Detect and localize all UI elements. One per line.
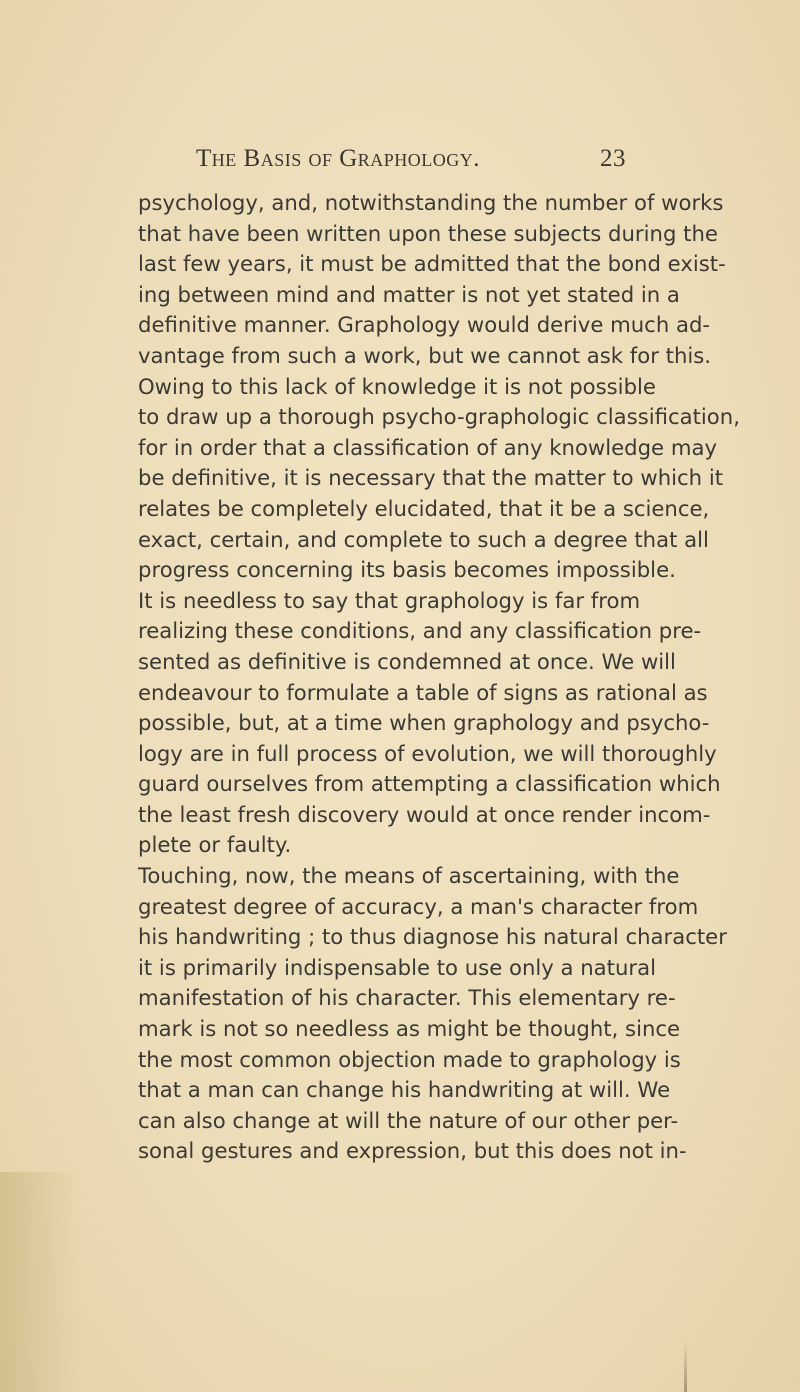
text-line: psychology, and, notwithstanding the number of works (138, 190, 724, 215)
text-line: Touching, now, the means of ascertaining, with the (138, 863, 680, 889)
text-line: his handwriting ; to thus diagnose his natural character (138, 924, 727, 950)
text-line: manifestation of his character. This elementary re- (138, 985, 676, 1011)
text-line: that a man can change his handwriting at will. We (138, 1077, 671, 1103)
text-line: the least fresh discovery would at once render incom- (138, 801, 711, 827)
page-number: 23 (600, 145, 626, 172)
text-line: ing between mind and matter is not yet stated in a (138, 281, 680, 307)
text-line: sented as definitive is condemned at once. We will (138, 648, 676, 674)
text-line: to draw up a thorough psycho-graphologic classification, (138, 404, 740, 430)
text-line: it is primarily indispensable to use only a natural (138, 954, 656, 980)
running-head (196, 145, 626, 175)
text-line: guard ourselves from attempting a classification which (138, 771, 721, 797)
text-line: progress concerning its basis becomes impossible. (138, 557, 676, 583)
text-line: definitive manner. Graphology would derive much ad- (138, 312, 711, 338)
paper-crease (684, 1340, 687, 1392)
text-line: Owing to this lack of knowledge it is not possible (138, 373, 656, 399)
text-line: last few years, it must be admitted that the bond exist- (138, 251, 726, 277)
text-line: endeavour to formulate a table of signs as rational as (138, 679, 708, 705)
text-line: exact, certain, and complete to such a degree that all (138, 526, 709, 552)
text-line: possible, but, at a time when graphology and psycho- (138, 710, 710, 736)
text-line: that have been written upon these subjects during the (138, 220, 718, 246)
text-line: be definitive, it is necessary that the matter to which it (138, 465, 724, 491)
body-text (138, 188, 740, 1167)
text-line: It is needless to say that graphology is far from (138, 587, 641, 613)
text-line: realizing these conditions, and any classification pre- (138, 618, 702, 644)
text-line: plete or faulty. (138, 832, 292, 858)
running-title: The Basis of Graphology. (196, 145, 481, 172)
text-line: logy are in full process of evolution, we will thoroughly (138, 740, 717, 766)
text-line: can also change at will the nature of our other per- (138, 1107, 679, 1133)
text-line: the most common objection made to graphology is (138, 1046, 681, 1072)
text-line: vantage from such a work, but we cannot ask for this. (138, 342, 712, 368)
text-line: greatest degree of accuracy, a man's character from (138, 893, 699, 919)
text-line: sonal gestures and expression, but this does not in- (138, 1138, 687, 1164)
text-line: mark is not so needless as might be thought, since (138, 1016, 681, 1042)
page-edge-shadow (0, 1172, 80, 1392)
text-line: for in order that a classification of any knowledge may (138, 434, 717, 460)
text-line: relates be completely elucidated, that it be a science, (138, 495, 710, 521)
